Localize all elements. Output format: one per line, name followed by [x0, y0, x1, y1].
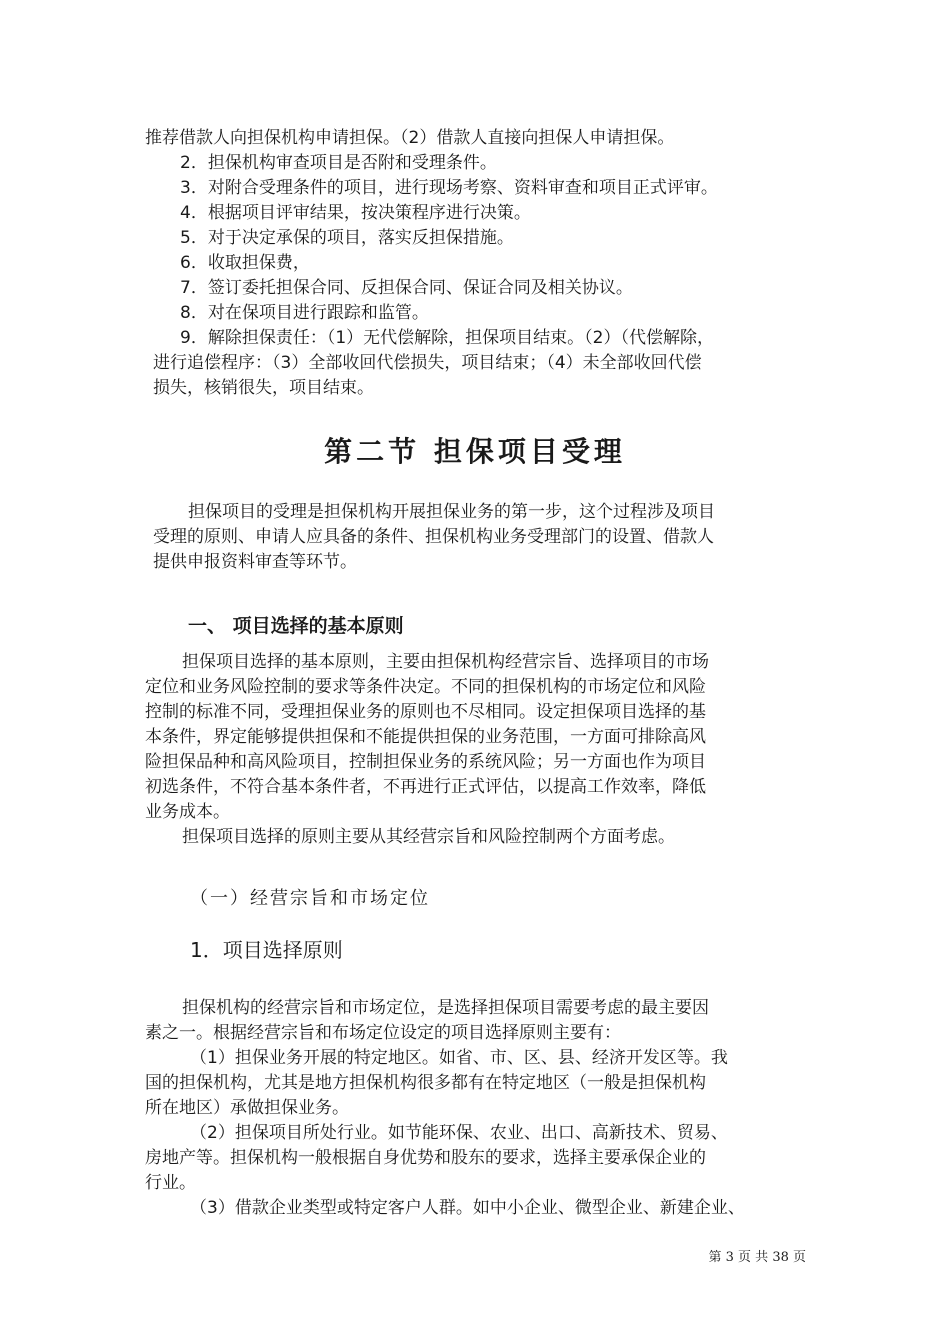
text-line: 担保项目的受理是担保机构开展担保业务的第一步，这个过程涉及项目	[188, 502, 715, 522]
text-line: 险担保品种和高风险项目，控制担保业务的系统风险；另一方面也作为项目	[145, 752, 706, 772]
text-line: 业务成本。	[145, 802, 230, 822]
heading-level-3: （一）经营宗旨和市场定位	[190, 888, 430, 909]
list-item: 6．收取担保费，	[180, 253, 310, 273]
text-line: 担保机构的经营宗旨和市场定位，是选择担保项目需要考虑的最主要因	[182, 998, 709, 1018]
text-line: 定位和业务风险控制的要求等条件决定。不同的担保机构的市场定位和风险	[145, 677, 706, 697]
section-title: 第二节 担保项目受理	[324, 435, 626, 468]
text-line: 担保项目选择的基本原则，主要由担保机构经营宗旨、选择项目的市场	[182, 652, 709, 672]
text-line: 所在地区）承做担保业务。	[145, 1098, 349, 1118]
text-line: 行业。	[145, 1173, 196, 1193]
text-line: （3）借款企业类型或特定客户人群。如中小企业、微型企业、新建企业、	[190, 1198, 745, 1218]
text-line: 进行追偿程序：（3）全部收回代偿损失，项目结束；（4）未全部收回代偿	[153, 353, 702, 373]
text-line: （1）担保业务开展的特定地区。如省、市、区、县、经济开发区等。我	[190, 1048, 728, 1068]
heading-level-4: 1．项目选择原则	[190, 938, 343, 962]
text-line: （2）担保项目所处行业。如节能环保、农业、出口、高新技术、贸易、	[190, 1123, 728, 1143]
list-item: 9．解除担保责任：（1）无代偿解除，担保项目结束。（2）（代偿解除，	[180, 328, 714, 348]
list-item: 2．担保机构审查项目是否附和受理条件。	[180, 153, 497, 173]
text-line: 受理的原则、申请人应具备的条件、担保机构业务受理部门的设置、借款人	[153, 527, 714, 547]
list-item: 8．对在保项目进行跟踪和监管。	[180, 303, 429, 323]
list-item: 3．对附合受理条件的项目，进行现场考察、资料审查和项目正式评审。	[180, 178, 718, 198]
text-line: 推荐借款人向担保机构申请担保。（2）借款人直接向担保人申请担保。	[145, 128, 675, 148]
text-line: 担保项目选择的原则主要从其经营宗旨和风险控制两个方面考虑。	[182, 827, 675, 847]
page-footer: 第 3 页 共 38 页	[708, 1250, 806, 1265]
text-line: 本条件，界定能够提供担保和不能提供担保的业务范围，一方面可排除高风	[145, 727, 706, 747]
list-item: 5．对于决定承保的项目，落实反担保措施。	[180, 228, 514, 248]
text-line: 提供申报资料审查等环节。	[153, 552, 357, 572]
text-line: 损失，核销很失，项目结束。	[153, 378, 374, 398]
text-line: 国的担保机构，尤其是地方担保机构很多都有在特定地区（一般是担保机构	[145, 1073, 706, 1093]
text-line: 初选条件，不符合基本条件者，不再进行正式评估，以提高工作效率，降低	[145, 777, 706, 797]
text-line: 控制的标准不同，受理担保业务的原则也不尽相同。设定担保项目选择的基	[145, 702, 706, 722]
text-line: 素之一。根据经营宗旨和布场定位设定的项目选择原则主要有：	[145, 1023, 621, 1043]
heading-level-2: 一、 项目选择的基本原则	[188, 615, 404, 637]
list-item: 7．签订委托担保合同、反担保合同、保证合同及相关协议。	[180, 278, 633, 298]
list-item: 4．根据项目评审结果，按决策程序进行决策。	[180, 203, 531, 223]
text-line: 房地产等。担保机构一般根据自身优势和股东的要求，选择主要承保企业的	[145, 1148, 706, 1168]
